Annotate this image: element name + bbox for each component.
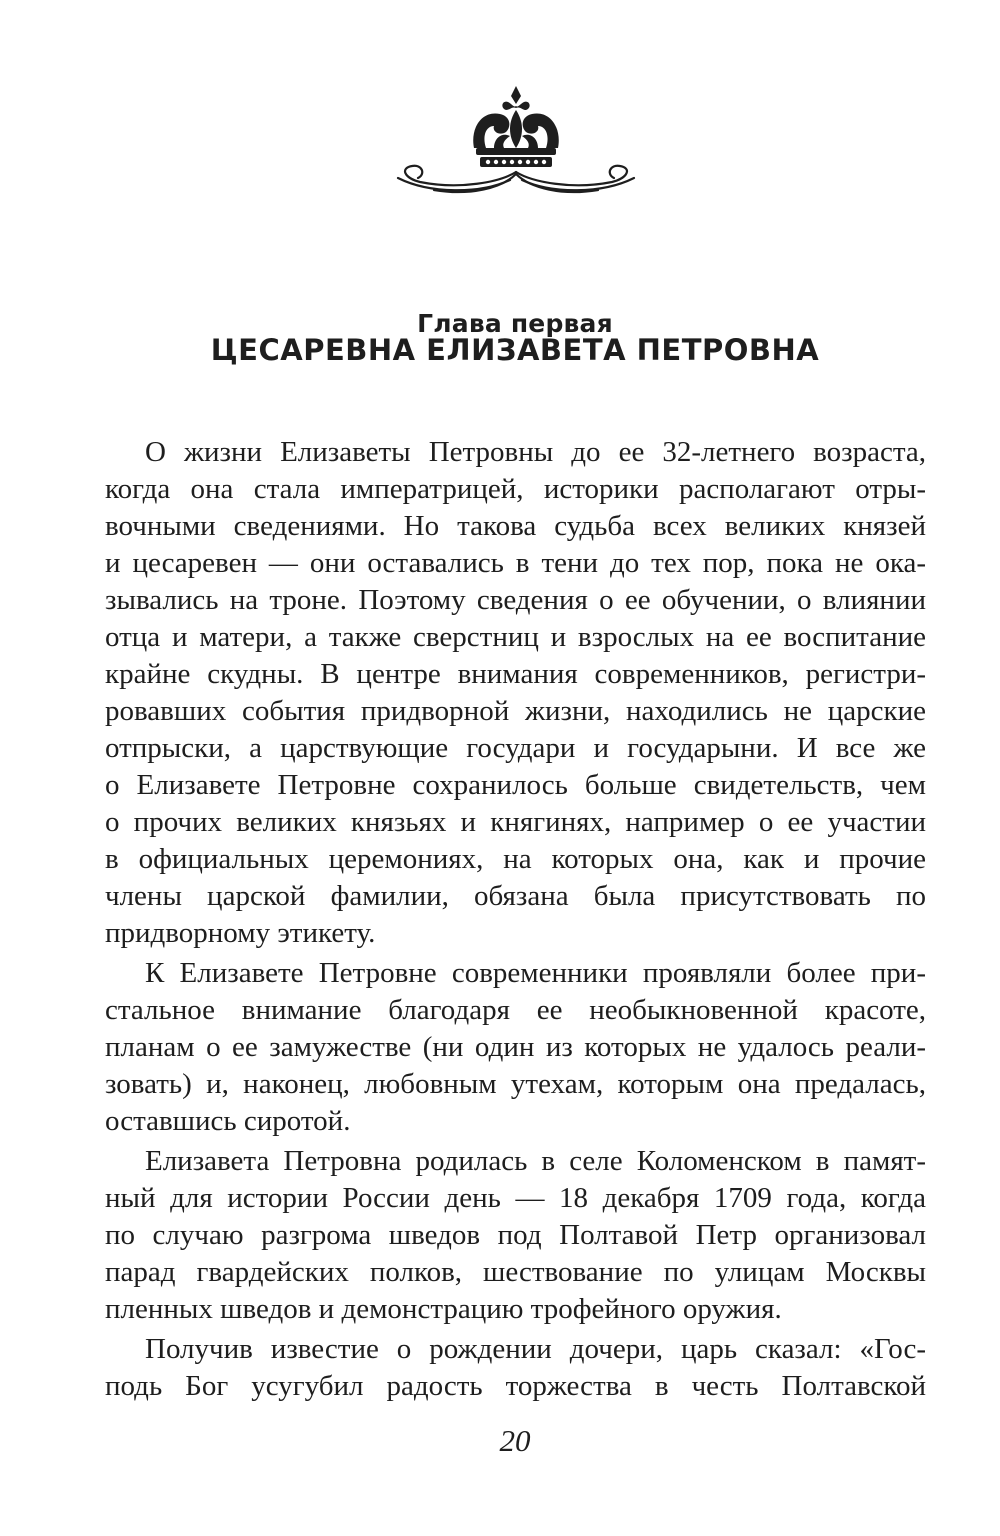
crown-ornament-icon bbox=[390, 82, 642, 202]
text-line: О жизни Елизаветы Петровны до ее 32-летнего возраста, bbox=[145, 436, 926, 468]
text-line: вочными сведениями. Но такова судьба всех великих князей bbox=[105, 510, 926, 542]
text-line: крайне скудны. В центре внимания современников, регистри- bbox=[105, 658, 926, 690]
paragraph-1 bbox=[105, 434, 926, 952]
text-line: К Елизавете Петровне современники проявляли более при- bbox=[145, 957, 926, 989]
body-text bbox=[105, 434, 926, 1405]
text-line: пленных шведов и демонстрацию трофейного оружия. bbox=[105, 1293, 782, 1325]
paragraph-3 bbox=[105, 1143, 926, 1328]
chapter-number: Глава первая bbox=[417, 309, 613, 338]
text-line: когда она стала императрицей, историки располагают отры- bbox=[105, 473, 926, 505]
text-line: отпрыски, а царствующие государи и государыни. И все же bbox=[105, 732, 926, 764]
text-line: Получив известие о рождении дочери, царь сказал: «Гос- bbox=[145, 1333, 926, 1365]
text-line: зывались на троне. Поэтому сведения о ее обучении, о влиянии bbox=[105, 584, 926, 616]
text-line: о прочих великих князьях и княгинях, например о ее участии bbox=[105, 806, 926, 838]
text-line: планам о ее замужестве (ни один из которых не удалось реали- bbox=[105, 1031, 926, 1063]
page-number: 20 bbox=[499, 1423, 531, 1458]
text-line: по случаю разгрома шведов под Полтавой Петр организовал bbox=[105, 1219, 926, 1251]
paragraph-4 bbox=[105, 1331, 926, 1405]
text-line: и цесаревен — они оставались в тени до тех пор, пока не ока- bbox=[105, 547, 926, 579]
text-line: в официальных церемониях, на которых она, как и прочие bbox=[105, 843, 926, 875]
text-line: подь Бог усугубил радость торжества в честь Полтавской bbox=[105, 1370, 926, 1402]
text-line: оставшись сиротой. bbox=[105, 1105, 351, 1137]
text-line: парад гвардейских полков, шествование по улицам Москвы bbox=[105, 1256, 926, 1288]
text-line: стальное внимание благодаря ее необыкновенной красоте, bbox=[105, 994, 926, 1026]
text-line: отца и матери, а также сверстниц и взрослых на ее воспитание bbox=[105, 621, 926, 653]
chapter-title: ЦЕСАРЕВНА ЕЛИЗАВЕТА ПЕТРОВНА bbox=[210, 333, 820, 367]
text-line: Елизавета Петровна родилась в селе Коломенском в памят- bbox=[145, 1145, 926, 1177]
text-line: ровавших события придворной жизни, находились не царские bbox=[105, 695, 926, 727]
text-line: члены царской фамилии, обязана была присутствовать по bbox=[105, 880, 926, 912]
text-line: ный для истории России день — 18 декабря 1709 года, когда bbox=[105, 1182, 926, 1214]
paragraph-2 bbox=[105, 955, 926, 1140]
text-line: зовать) и, наконец, любовным утехам, которым она предалась, bbox=[105, 1068, 926, 1100]
text-line: придворному этикету. bbox=[105, 917, 376, 949]
text-line: о Елизавете Петровне сохранилось больше свидетельств, чем bbox=[105, 769, 926, 801]
